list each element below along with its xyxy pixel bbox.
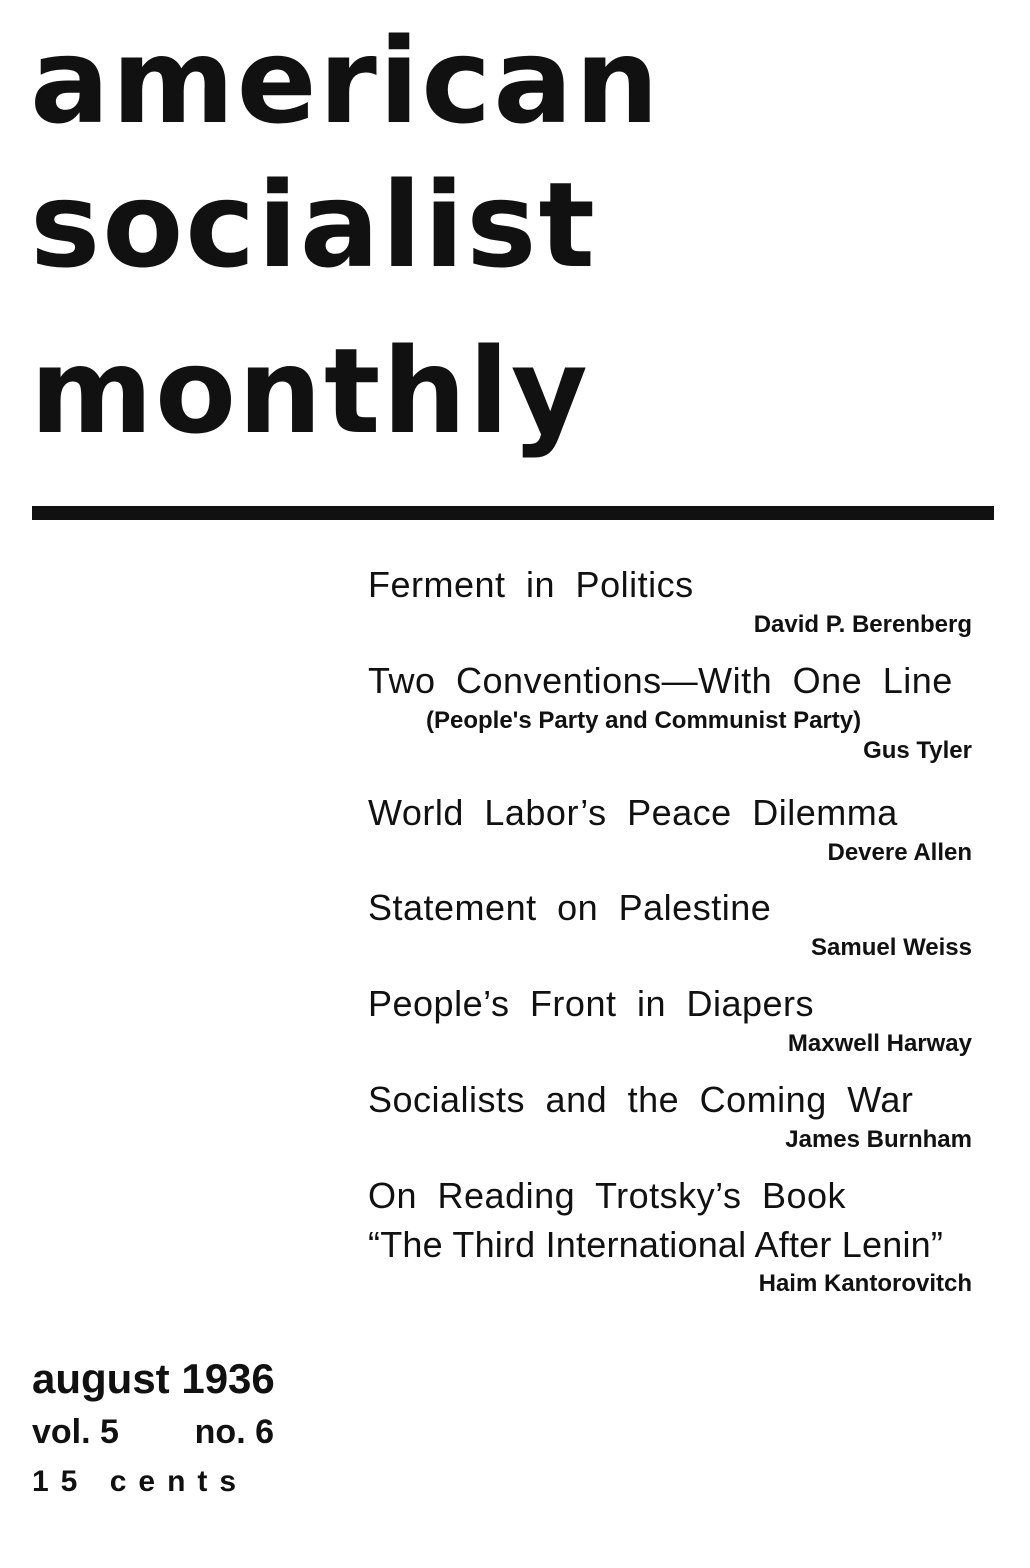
toc-entry [368, 656, 972, 788]
toc-entry [368, 1171, 972, 1301]
issue-info [32, 1352, 292, 1506]
article-title: Two Conventions—With One Line [368, 660, 953, 701]
article-subtitle: (People's Party and Communist Party) [426, 707, 862, 734]
toc-entry [368, 560, 972, 656]
article-author: Gus Tyler [863, 737, 972, 764]
article-title: Socialists and the Coming War [368, 1079, 914, 1120]
article-author: Samuel Weiss [811, 934, 972, 961]
article-author: Maxwell Harway [787, 1030, 972, 1057]
article-title-line-2: “The Third International After Lenin” [368, 1224, 944, 1265]
article-title: Statement on Palestine [368, 887, 772, 928]
masthead-rule [32, 506, 994, 520]
toc-entry [368, 979, 972, 1075]
article-title: Ferment in Politics [368, 564, 694, 605]
issue-price: 15 cents [32, 1465, 249, 1498]
masthead-line-2: socialist [30, 156, 597, 294]
table-of-contents [368, 560, 972, 1301]
article-title: People’s Front in Diapers [368, 983, 815, 1024]
article-author: James Burnham [785, 1126, 972, 1153]
toc-entry [368, 788, 972, 883]
issue-number: no. 6 [194, 1413, 274, 1451]
volume-number-line [32, 1406, 274, 1458]
masthead-line-1: american [30, 12, 661, 150]
article-title: World Labor’s Peace Dilemma [368, 792, 898, 833]
masthead-line-3: monthly [30, 322, 590, 460]
issue-volume: vol. 5 [32, 1413, 119, 1451]
article-author: Haim Kantorovitch [758, 1270, 972, 1297]
issue-date: august 1936 [32, 1355, 275, 1402]
toc-entry [368, 1075, 972, 1171]
article-title: On Reading Trotsky’s Book [368, 1175, 847, 1216]
article-author: Devere Allen [827, 839, 972, 866]
toc-entry [368, 883, 972, 979]
article-author: David P. Berenberg [753, 611, 972, 638]
